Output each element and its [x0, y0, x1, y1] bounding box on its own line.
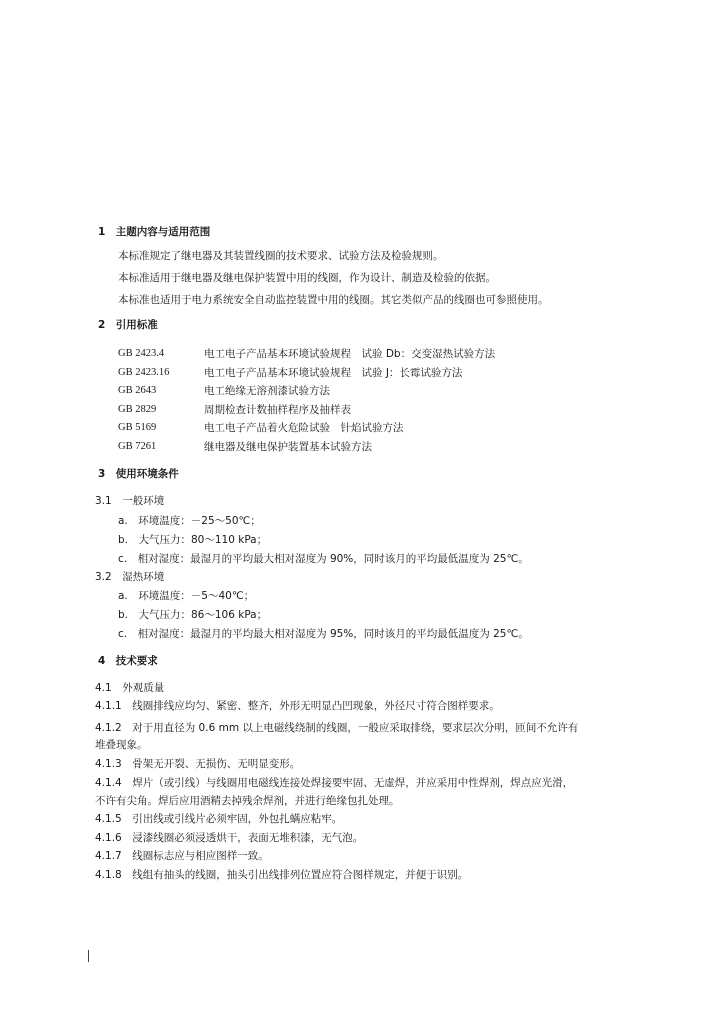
- reference-code: GB 2643: [118, 385, 157, 396]
- clause: 4.1.5 引出线或引线片必须牢固，外包扎螨应粘牢。: [95, 813, 343, 825]
- reference-code: GB 2423.16: [118, 367, 170, 378]
- list-item: a. 环境温度：－5～40℃；: [118, 590, 255, 602]
- reference-title: 电工电子产品基本环境试验规程 试验 J：长霉试验方法: [204, 367, 463, 379]
- reference-code: GB 2829: [118, 404, 157, 415]
- clause: 4.1.8 线组有抽头的线圈，抽头引出线排列位置应符合图样规定，并便于识别。: [95, 869, 469, 881]
- clause-continuation: 不许有尖角。焊后应用酒精去掉残余焊剂，并进行绝缘包扎处理。: [95, 795, 400, 807]
- reference-title: 电工电子产品着火危险试验 针焰试验方法: [204, 422, 404, 434]
- reference-code: GB 5169: [118, 422, 157, 433]
- clause-continuation: 堆叠现象。: [95, 739, 148, 751]
- list-item: b. 大气压力：86～106 kPa；: [118, 609, 268, 621]
- page-edge-mark: [88, 950, 89, 962]
- clause: 4.1.2 对于用直径为 0.6 mm 以上电磁线绕制的线圈，一般应采取排绕，要求层次分明，匝间不允许有: [95, 722, 579, 734]
- clause: 4.1.6 浸漆线圈必须浸透烘干，表面无堆积漆，无气泡。: [95, 832, 364, 844]
- list-item: c. 相对湿度：最湿月的平均最大相对湿度为 90%，同时该月的平均最低温度为 25℃。: [118, 553, 529, 565]
- reference-title: 电工电子产品基本环境试验规程 试验 Db：交变湿热试验方法: [204, 348, 496, 360]
- clause: 4.1.1 线圈排线应均匀、紧密、整齐，外形无明显凸凹现象，外径尺寸符合图样要求。: [95, 700, 500, 712]
- clause: 4.1.7 线圈标志应与相应图样一致。: [95, 850, 269, 862]
- section-3-heading: 3 使用环境条件: [98, 468, 179, 480]
- subsection-3-1-heading: 3.1 一般环境: [95, 495, 165, 507]
- clause: 4.1.4 焊片（或引线）与线圈用电磁线连接处焊接要牢固、无虚焊，并应采用中性焊剂，焊点应光滑，: [95, 777, 574, 789]
- section-1-paragraph: 本标准也适用于电力系统安全自动监控装置中用的线圈。其它类似产品的线圈也可参照使用。: [118, 294, 549, 306]
- list-item: c. 相对湿度：最湿月的平均最大相对湿度为 95%，同时该月的平均最低温度为 25℃。: [118, 628, 529, 640]
- section-1-heading: 1 主题内容与适用范围: [98, 226, 211, 238]
- section-1-paragraph: 本标准适用于继电器及继电保护装置中用的线圈，作为设计、制造及检验的依据。: [118, 272, 496, 284]
- reference-title: 电工绝缘无溶剂漆试验方法: [204, 385, 330, 397]
- reference-code: GB 7261: [118, 441, 157, 452]
- section-4-heading: 4 技术要求: [98, 655, 158, 667]
- reference-title: 周期检查计数抽样程序及抽样表: [204, 404, 351, 416]
- section-1-paragraph: 本标准规定了继电器及其装置线圈的技术要求、试验方法及检验规则。: [118, 250, 444, 262]
- reference-code: GB 2423.4: [118, 348, 165, 359]
- list-item: a. 环境温度：－25～50℃；: [118, 515, 261, 527]
- reference-title: 继电器及继电保护装置基本试验方法: [204, 441, 372, 453]
- clause: 4.1.3 骨架无开裂、无损伤、无明显变形。: [95, 758, 301, 770]
- subsection-3-2-heading: 3.2 湿热环境: [95, 571, 165, 583]
- section-2-heading: 2 引用标准: [98, 319, 158, 331]
- list-item: b. 大气压力：80～110 kPa；: [118, 534, 268, 546]
- subsection-4-1-heading: 4.1 外观质量: [95, 682, 165, 694]
